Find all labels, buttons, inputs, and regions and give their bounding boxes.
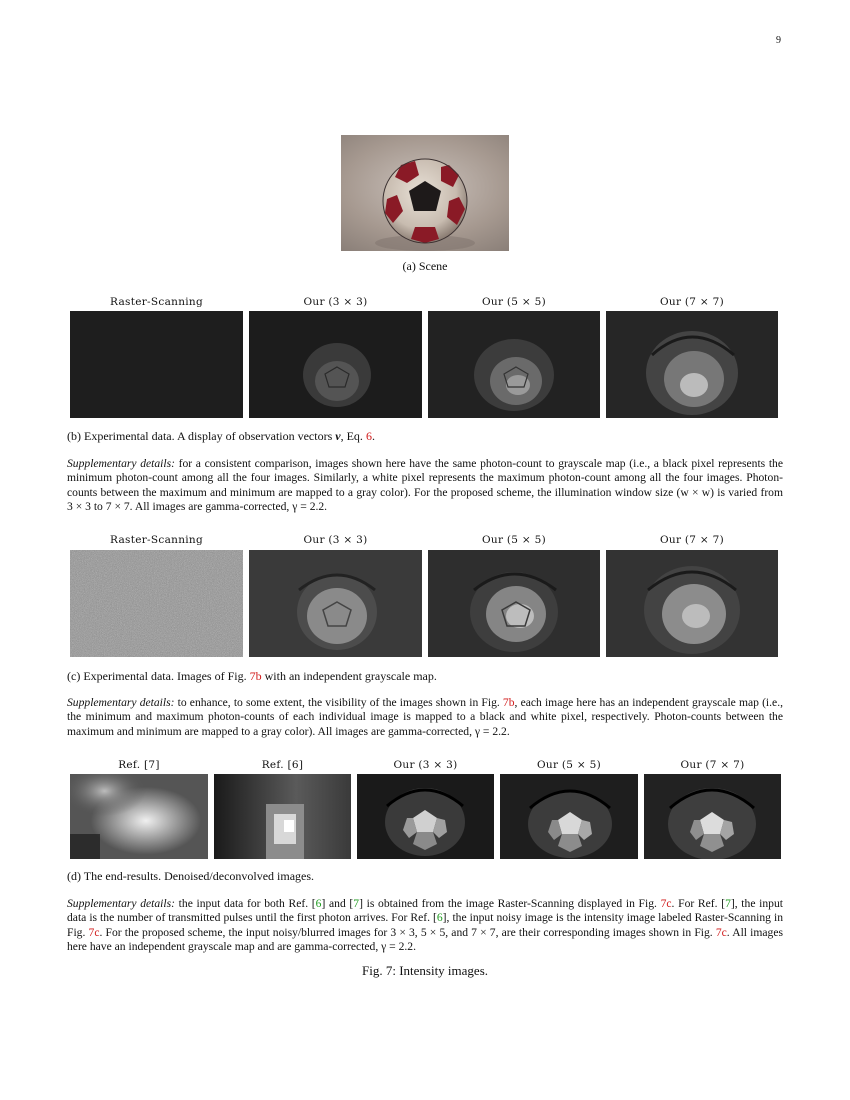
panel-title: Our (3 × 3) [303, 296, 368, 308]
panel-title: Our (3 × 3) [393, 759, 458, 771]
image-our-5x5-d [500, 774, 638, 859]
panel-title: Ref. [7] [118, 759, 160, 771]
image-ref-7 [70, 774, 208, 859]
panel-title: Our (7 × 7) [659, 534, 725, 546]
image-our-5x5-b [428, 311, 600, 418]
scene-caption: (a) Scene [402, 259, 448, 273]
supplementary-details-c: Supplementary details: to enhance, to some extent, the visibility of the images shown in Fig. 7b, each image here has an independent grayscale map (i.e., the minimum and maximum photon-counts of each individual image is mapped to a black and white pixel, respectively. Photon-counts between the maximum and minimum are mapped to a gray color). All images are gamma-corrected, γ = 2.2. [67, 696, 783, 738]
panel-title: Our (5 × 5) [481, 534, 547, 546]
image-our-7x7-b [606, 311, 778, 418]
figure-caption: Fig. 7: Intensity images. [361, 963, 489, 978]
panel-title: Ref. [6] [261, 759, 304, 771]
image-raster-scanning-b [70, 311, 243, 418]
image-our-3x3-d [357, 774, 494, 859]
caption-c: (c) Experimental data. Images of Fig. 7b with an independent grayscale map. [67, 669, 437, 683]
supplementary-details-b: Supplementary details: for a consistent comparison, images shown here have the same photon-count to grayscale map (i.e., a black pixel represents the minimum photon-count among all the four images. Similarly, a white pixel represents the maximum photon-count among all the four images. Photon-counts between the maximum and minimum are mapped to a gray color). For the proposed scheme, the illumination window size (w × w) is varied from 3 × 3 to 7 × 7. All images are gamma-corrected, γ = 2.2. [67, 457, 783, 514]
image-our-7x7-d [644, 774, 781, 859]
panel-title: Raster-Scanning [110, 296, 203, 308]
panel-title: Our (7 × 7) [680, 759, 745, 771]
supplementary-details-d: Supplementary details: the input data for both Ref. [6] and [7] is obtained from the image Raster-Scanning displayed in Fig. 7c. For Ref. [7], the input data is the number of transmitted pulses until the first photon arrives. For Ref. [6], the input noisy image is the intensity image labeled Raster-Scanning in Fig. 7c. For the proposed scheme, the input noisy/blurred images for 3 × 3, 5 × 5, and 7 × 7, are their corresponding images shown in Fig. 7c. All images here have an independent grayscale map and are gamma-corrected, γ = 2.2. [67, 897, 783, 954]
caption-b: (b) Experimental data. A display of observation vectors v, Eq. 6. [67, 429, 375, 443]
image-our-3x3-c [249, 550, 422, 657]
image-our-3x3-b [249, 311, 422, 418]
page-number: 9 [776, 35, 781, 46]
panel-title: Our (3 × 3) [303, 534, 368, 546]
panel-title: Our (5 × 5) [536, 759, 602, 771]
scene-photo [341, 135, 509, 251]
panel-title: Our (7 × 7) [659, 296, 725, 308]
image-raster-scanning-c [70, 550, 243, 657]
panel-title: Raster-Scanning [110, 534, 203, 546]
image-ref-6 [214, 774, 351, 859]
panel-title: Our (5 × 5) [481, 296, 547, 308]
caption-d: (d) The end-results. Denoised/deconvolved images. [67, 869, 315, 883]
image-our-7x7-c [606, 550, 778, 657]
image-our-5x5-c [428, 550, 600, 657]
